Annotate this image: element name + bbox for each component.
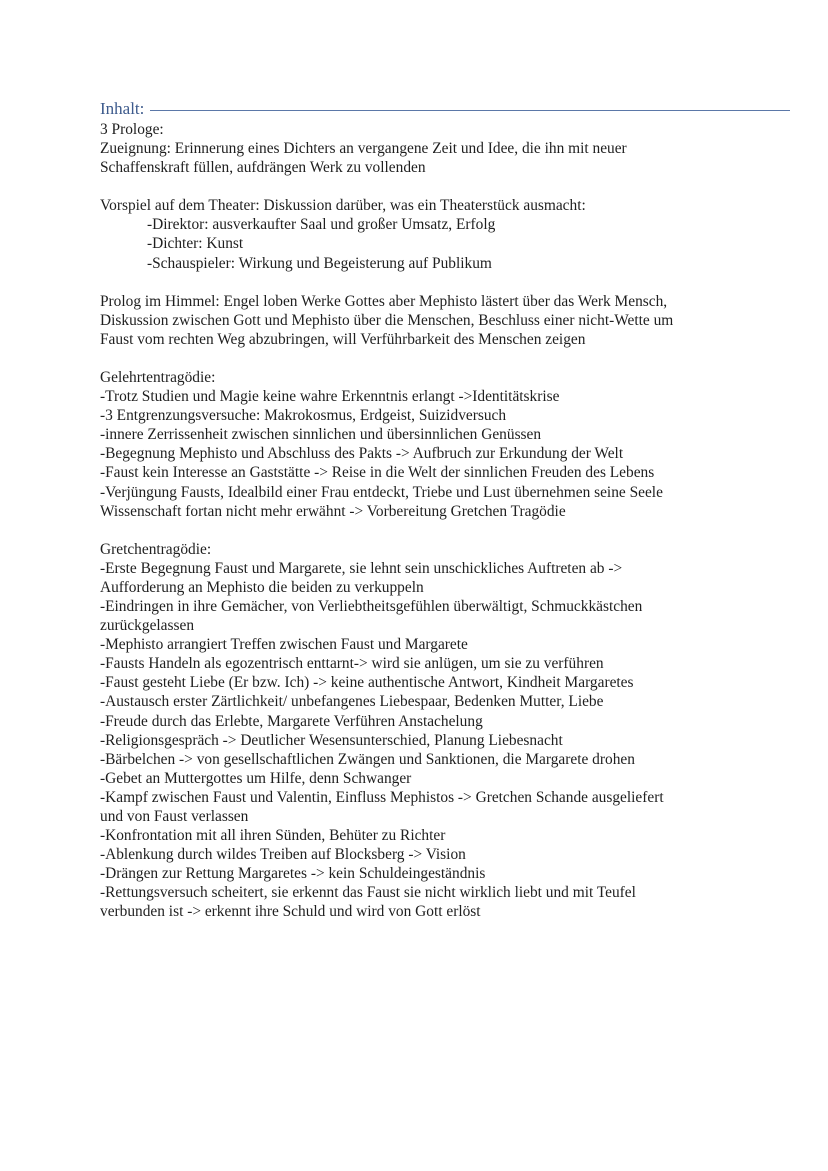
spacer: [100, 521, 790, 540]
gretchen-line: -Eindringen in ihre Gemächer, von Verliebtheitsgefühlen überwältigt, Schmuckkästchen: [100, 597, 643, 615]
gretchen-line: -Erste Begegnung Faust und Margarete, sie lehnt sein unschickliches Auftreten ab ->: [100, 559, 623, 577]
gretchen-line: -Konfrontation mit all ihren Sünden, Behüter zu Richter: [100, 827, 446, 845]
section-heading: Inhalt:: [100, 99, 145, 119]
spacer: [100, 349, 790, 368]
zueignung-line: Zueignung: Erinnerung eines Dichters an vergangene Zeit und Idee, die ihn mit neuer: [100, 140, 627, 158]
spacer: [100, 177, 790, 196]
gretchen-line: zurückgelassen: [100, 617, 195, 635]
gelehrtentragoedie-section: [100, 368, 790, 540]
gretchen-line: -Drängen zur Rettung Margaretes -> kein Schuldeingeständnis: [100, 865, 486, 883]
gretchen-line: -Gebet an Muttergottes um Hilfe, denn Schwanger: [100, 769, 412, 787]
zueignung-line: Schaffenskraft füllen, aufdrängen Werk zu vollenden: [100, 159, 426, 177]
heading-row: [100, 98, 790, 120]
vorspiel-intro: Vorspiel auf dem Theater: Diskussion darüber, was ein Theaterstück ausmacht:: [100, 197, 586, 215]
gretchen-line: und von Faust verlassen: [100, 808, 249, 825]
gelehrten-line: -Verjüngung Fausts, Idealbild einer Frau entdeckt, Triebe und Lust übernehmen seine Seele: [100, 483, 663, 501]
gretchen-line: -Rettungsversuch scheitert, sie erkennt das Faust sie nicht wirklich liebt und mit Teufel: [100, 884, 636, 902]
prologe-title: 3 Prologe:: [100, 121, 164, 138]
gelehrten-line: -Trotz Studien und Magie keine wahre Erkenntnis erlangt ->Identitätskrise: [100, 388, 560, 406]
document-page: [100, 98, 790, 922]
gretchen-line: -Bärbelchen -> von gesellschaftlichen Zwängen und Sanktionen, die Margarete drohen: [100, 750, 635, 768]
gretchen-line: -Freude durch das Erlebte, Margarete Verführen Anstachelung: [100, 712, 483, 730]
himmel-line: Diskussion zwischen Gott und Mephisto über die Menschen, Beschluss einer nicht-Wette um: [100, 311, 674, 329]
gretchen-line: -Kampf zwischen Faust und Valentin, Einfluss Mephistos -> Gretchen Schande ausgeliefert: [100, 788, 664, 806]
gelehrten-line: -innere Zerrissenheit zwischen sinnlichen und übersinnlichen Genüssen: [100, 426, 542, 444]
heading-rule: [150, 110, 790, 111]
gelehrten-line: -Begegnung Mephisto und Abschluss des Pakts -> Aufbruch zur Erkundung der Welt: [100, 445, 624, 463]
gretchentragoedie-section: [100, 540, 790, 922]
gretchen-line: -Mephisto arrangiert Treffen zwischen Faust und Margarete: [100, 636, 468, 654]
gelehrten-line: Wissenschaft fortan nicht mehr erwähnt -> Vorbereitung Gretchen Tragödie: [100, 502, 566, 520]
gretchen-line: -Ablenkung durch wildes Treiben auf Blocksberg -> Vision: [100, 846, 466, 864]
gretchen-line: verbunden ist -> erkennt ihre Schuld und wird von Gott erlöst: [100, 903, 481, 921]
gretchen-title: Gretchentragödie:: [100, 540, 212, 558]
prologe-section: [100, 120, 790, 368]
vorspiel-item: -Direktor: ausverkaufter Saal und großer Umsatz, Erfolg: [147, 216, 496, 234]
spacer: [100, 273, 790, 292]
gretchen-line: -Fausts Handeln als egozentrisch enttarnt-> wird sie anlügen, um sie zu verführen: [100, 655, 604, 673]
gretchen-line: -Religionsgespräch -> Deutlicher Wesensunterschied, Planung Liebesnacht: [100, 731, 563, 749]
gretchen-line: Aufforderung an Mephisto die beiden zu verkuppeln: [100, 578, 424, 596]
vorspiel-item: -Schauspieler: Wirkung und Begeisterung auf Publikum: [147, 254, 492, 272]
gretchen-line: -Austausch erster Zärtlichkeit/ unbefangenes Liebespaar, Bedenken Mutter, Liebe: [100, 693, 604, 711]
gelehrten-line: -3 Entgrenzungsversuche: Makrokosmus, Erdgeist, Suizidversuch: [100, 407, 507, 425]
gelehrten-title: Gelehrtentragödie:: [100, 368, 216, 386]
gelehrten-line: -Faust kein Interesse an Gaststätte -> Reise in die Welt der sinnlichen Freuden des Lebens: [100, 464, 655, 482]
gretchen-line: -Faust gesteht Liebe (Er bzw. Ich) -> keine authentische Antwort, Kindheit Margaretes: [100, 674, 634, 692]
vorspiel-item: -Dichter: Kunst: [147, 235, 244, 253]
himmel-line: Faust vom rechten Weg abzubringen, will Verführbarkeit des Menschen zeigen: [100, 330, 586, 348]
himmel-line: Prolog im Himmel: Engel loben Werke Gottes aber Mephisto lästert über das Werk Mensch,: [100, 292, 668, 310]
